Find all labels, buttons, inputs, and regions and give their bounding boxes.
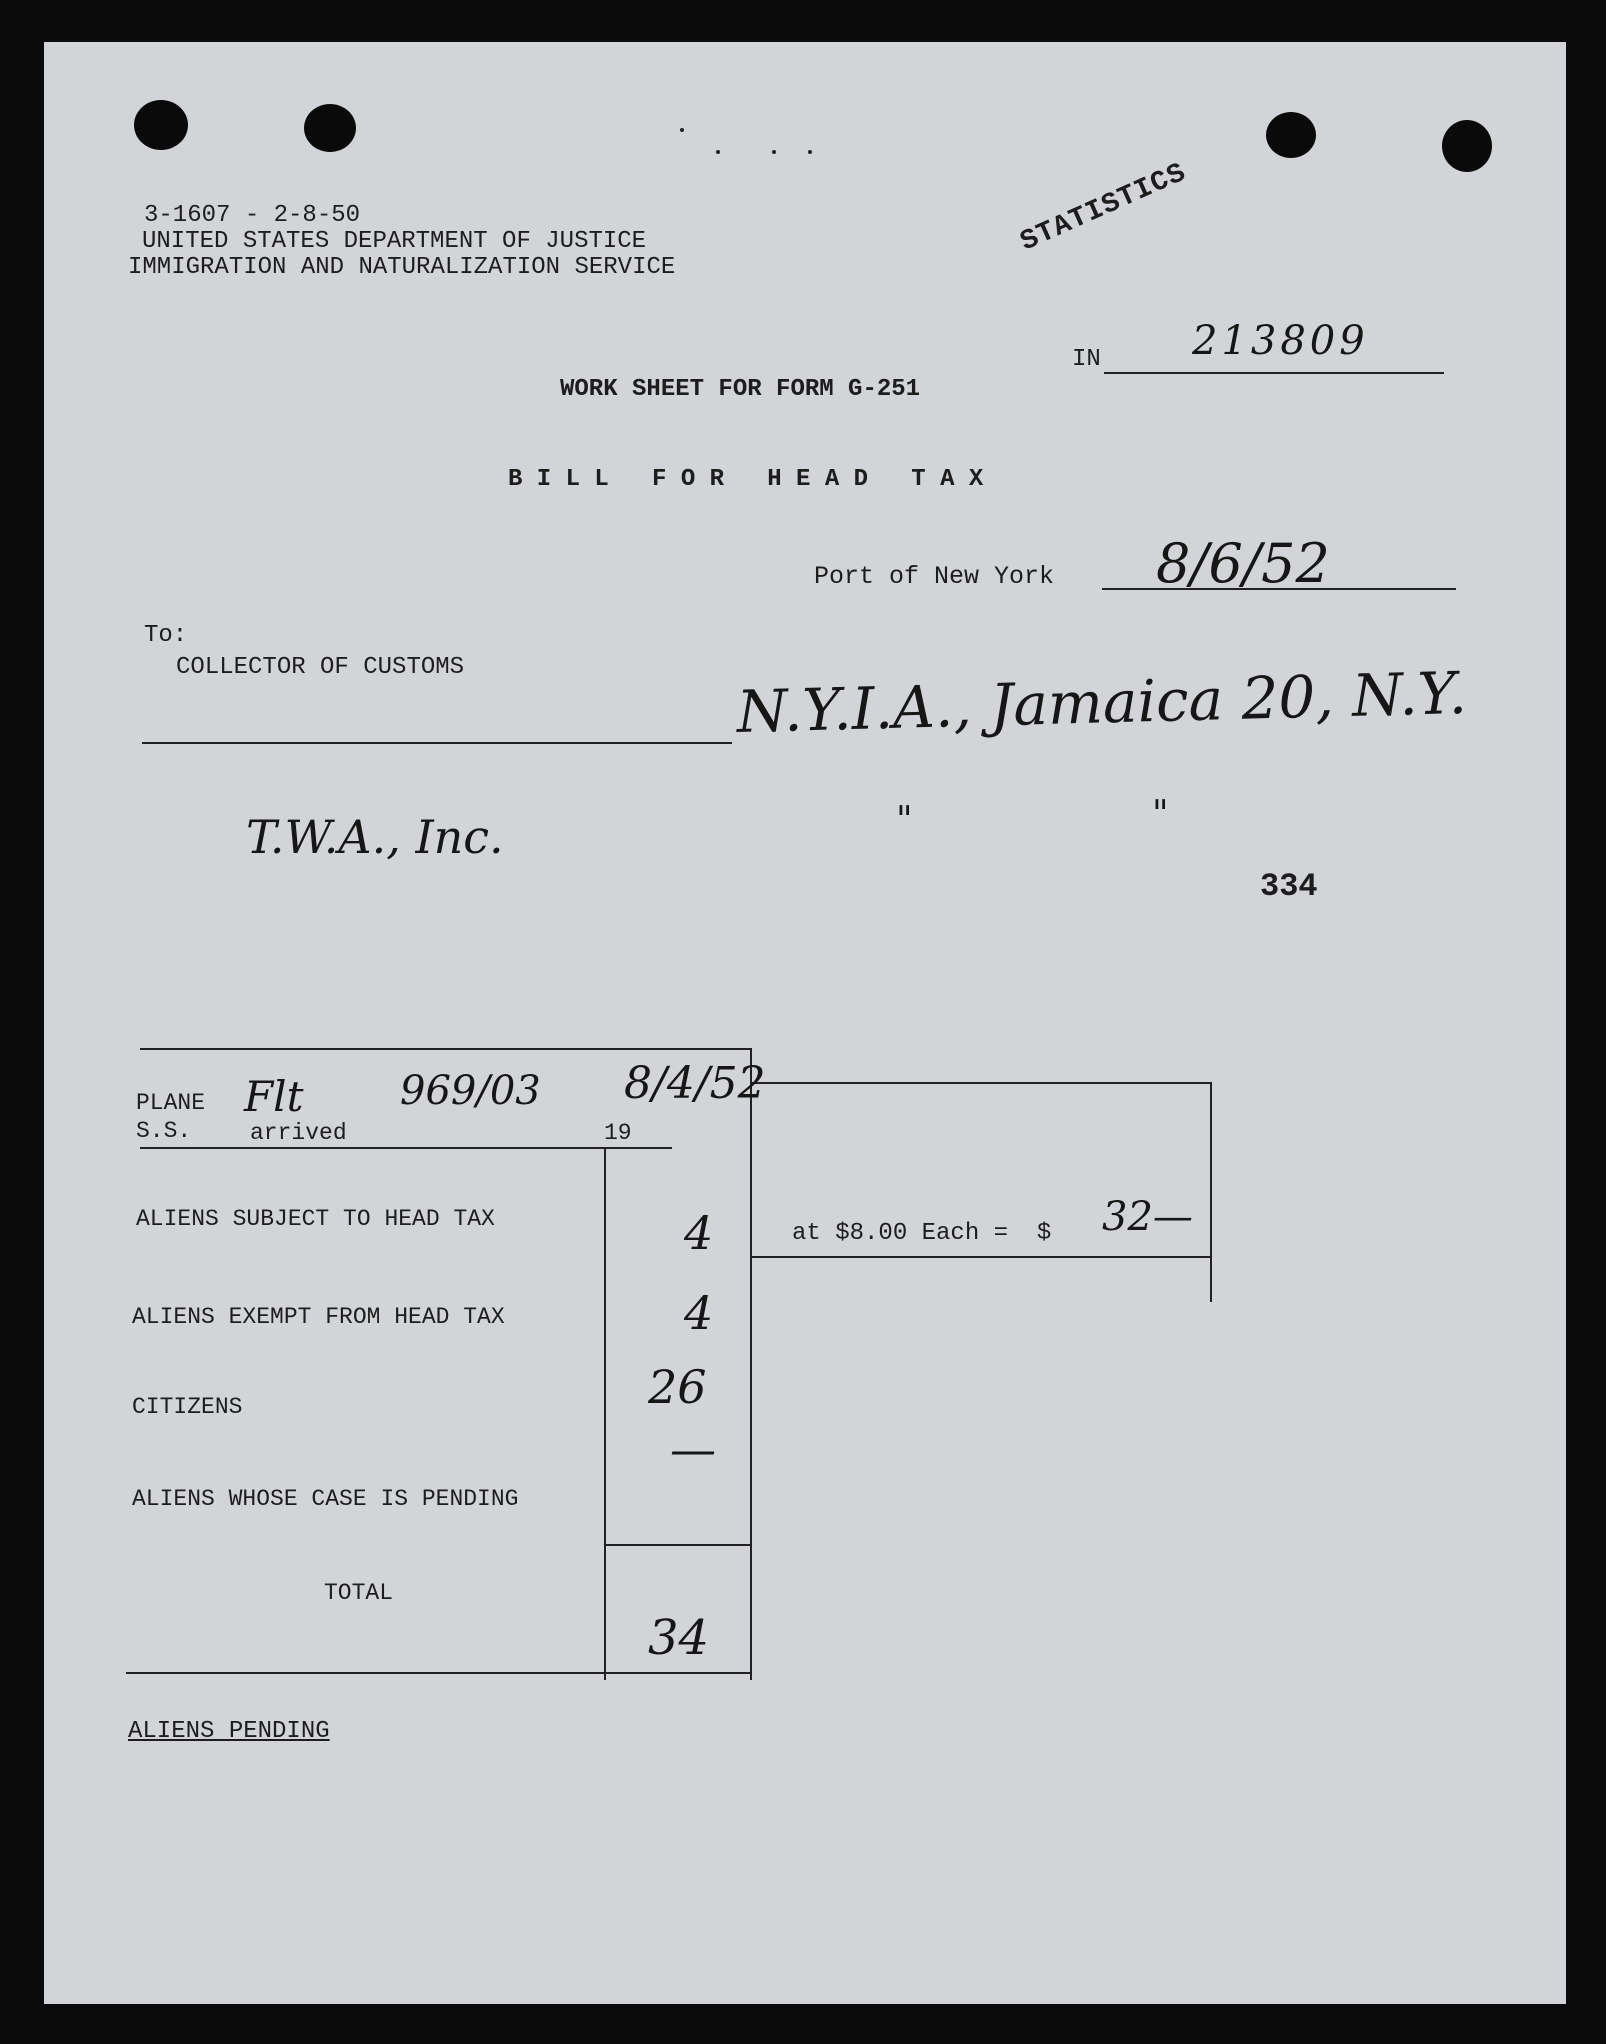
page-number: 334 [1260,868,1318,905]
rate-text: at $8.00 Each = $ [792,1220,1052,1247]
collector-address: N.Y.I.A., Jamaica 20, N.Y. [736,658,1468,746]
year-prefix: 19 [604,1120,632,1146]
flight-prefix: Flt [244,1072,304,1121]
department-name: UNITED STATES DEPARTMENT OF JUSTICE [142,228,647,255]
in-label: IN [1072,346,1101,373]
ditto-mark: " [1152,794,1169,835]
rate-box-top [750,1082,1212,1084]
row-label-pending: ALIENS WHOSE CASE IS PENDING [132,1486,519,1512]
punch-hole [1442,120,1492,172]
total-divider [604,1544,752,1546]
service-name: IMMIGRATION AND NATURALIZATION SERVICE [128,254,676,281]
port-label: Port of New York [814,562,1055,591]
form-code: 3-1607 - 2-8-50 [144,202,361,229]
row-value-subject: 4 [684,1206,714,1260]
plane-label: PLANE [136,1090,206,1116]
in-number: 213809 [1192,318,1369,364]
table-bottom-line [126,1672,752,1674]
column-right-border [750,1048,752,1680]
arrived-label: arrived [250,1120,347,1146]
row-label-exempt: ALIENS EXEMPT FROM HEAD TAX [132,1304,505,1330]
form-title: WORK SHEET FOR FORM G-251 [560,376,921,403]
ditto-mark: " [896,800,913,841]
total-label: TOTAL [324,1580,394,1606]
row-value-citizens: 26 [648,1360,707,1414]
collector-label: COLLECTOR OF CUSTOMS [176,654,465,681]
flight-number: 969/03 [400,1068,541,1114]
row-label-citizens: CITIZENS [132,1394,243,1420]
to-label: To: [144,622,188,649]
arrival-date: 8/4/52 [624,1058,766,1109]
tax-amount: 32— [1102,1194,1193,1240]
row-label-subject: ALIENS SUBJECT TO HEAD TAX [136,1206,495,1232]
form-subtitle: B I L L F O R H E A D T A X [508,466,984,493]
speck [772,150,776,154]
punch-hole [134,100,188,150]
table-top-line [140,1048,752,1050]
in-number-line [1104,372,1444,374]
speck [680,128,684,132]
column-divider [604,1148,606,1680]
statistics-stamp: STATISTICS [1016,157,1192,259]
vessel-underline [140,1147,672,1149]
carrier-name: T.W.A., Inc. [246,810,504,864]
row-value-pending: — [670,1422,716,1476]
punch-hole [1266,112,1316,158]
document-page [44,42,1566,2004]
port-date: 8/6/52 [1156,532,1330,595]
rate-box-bottom [752,1256,1212,1258]
rate-box-right [1210,1082,1212,1302]
punch-hole [304,104,356,152]
speck [716,150,720,154]
ss-label: S.S. [136,1118,192,1144]
total-value: 34 [648,1610,710,1666]
row-value-exempt: 4 [684,1286,714,1340]
aliens-pending-label: ALIENS PENDING [128,1718,330,1745]
speck [808,150,812,154]
address-line [142,742,732,744]
